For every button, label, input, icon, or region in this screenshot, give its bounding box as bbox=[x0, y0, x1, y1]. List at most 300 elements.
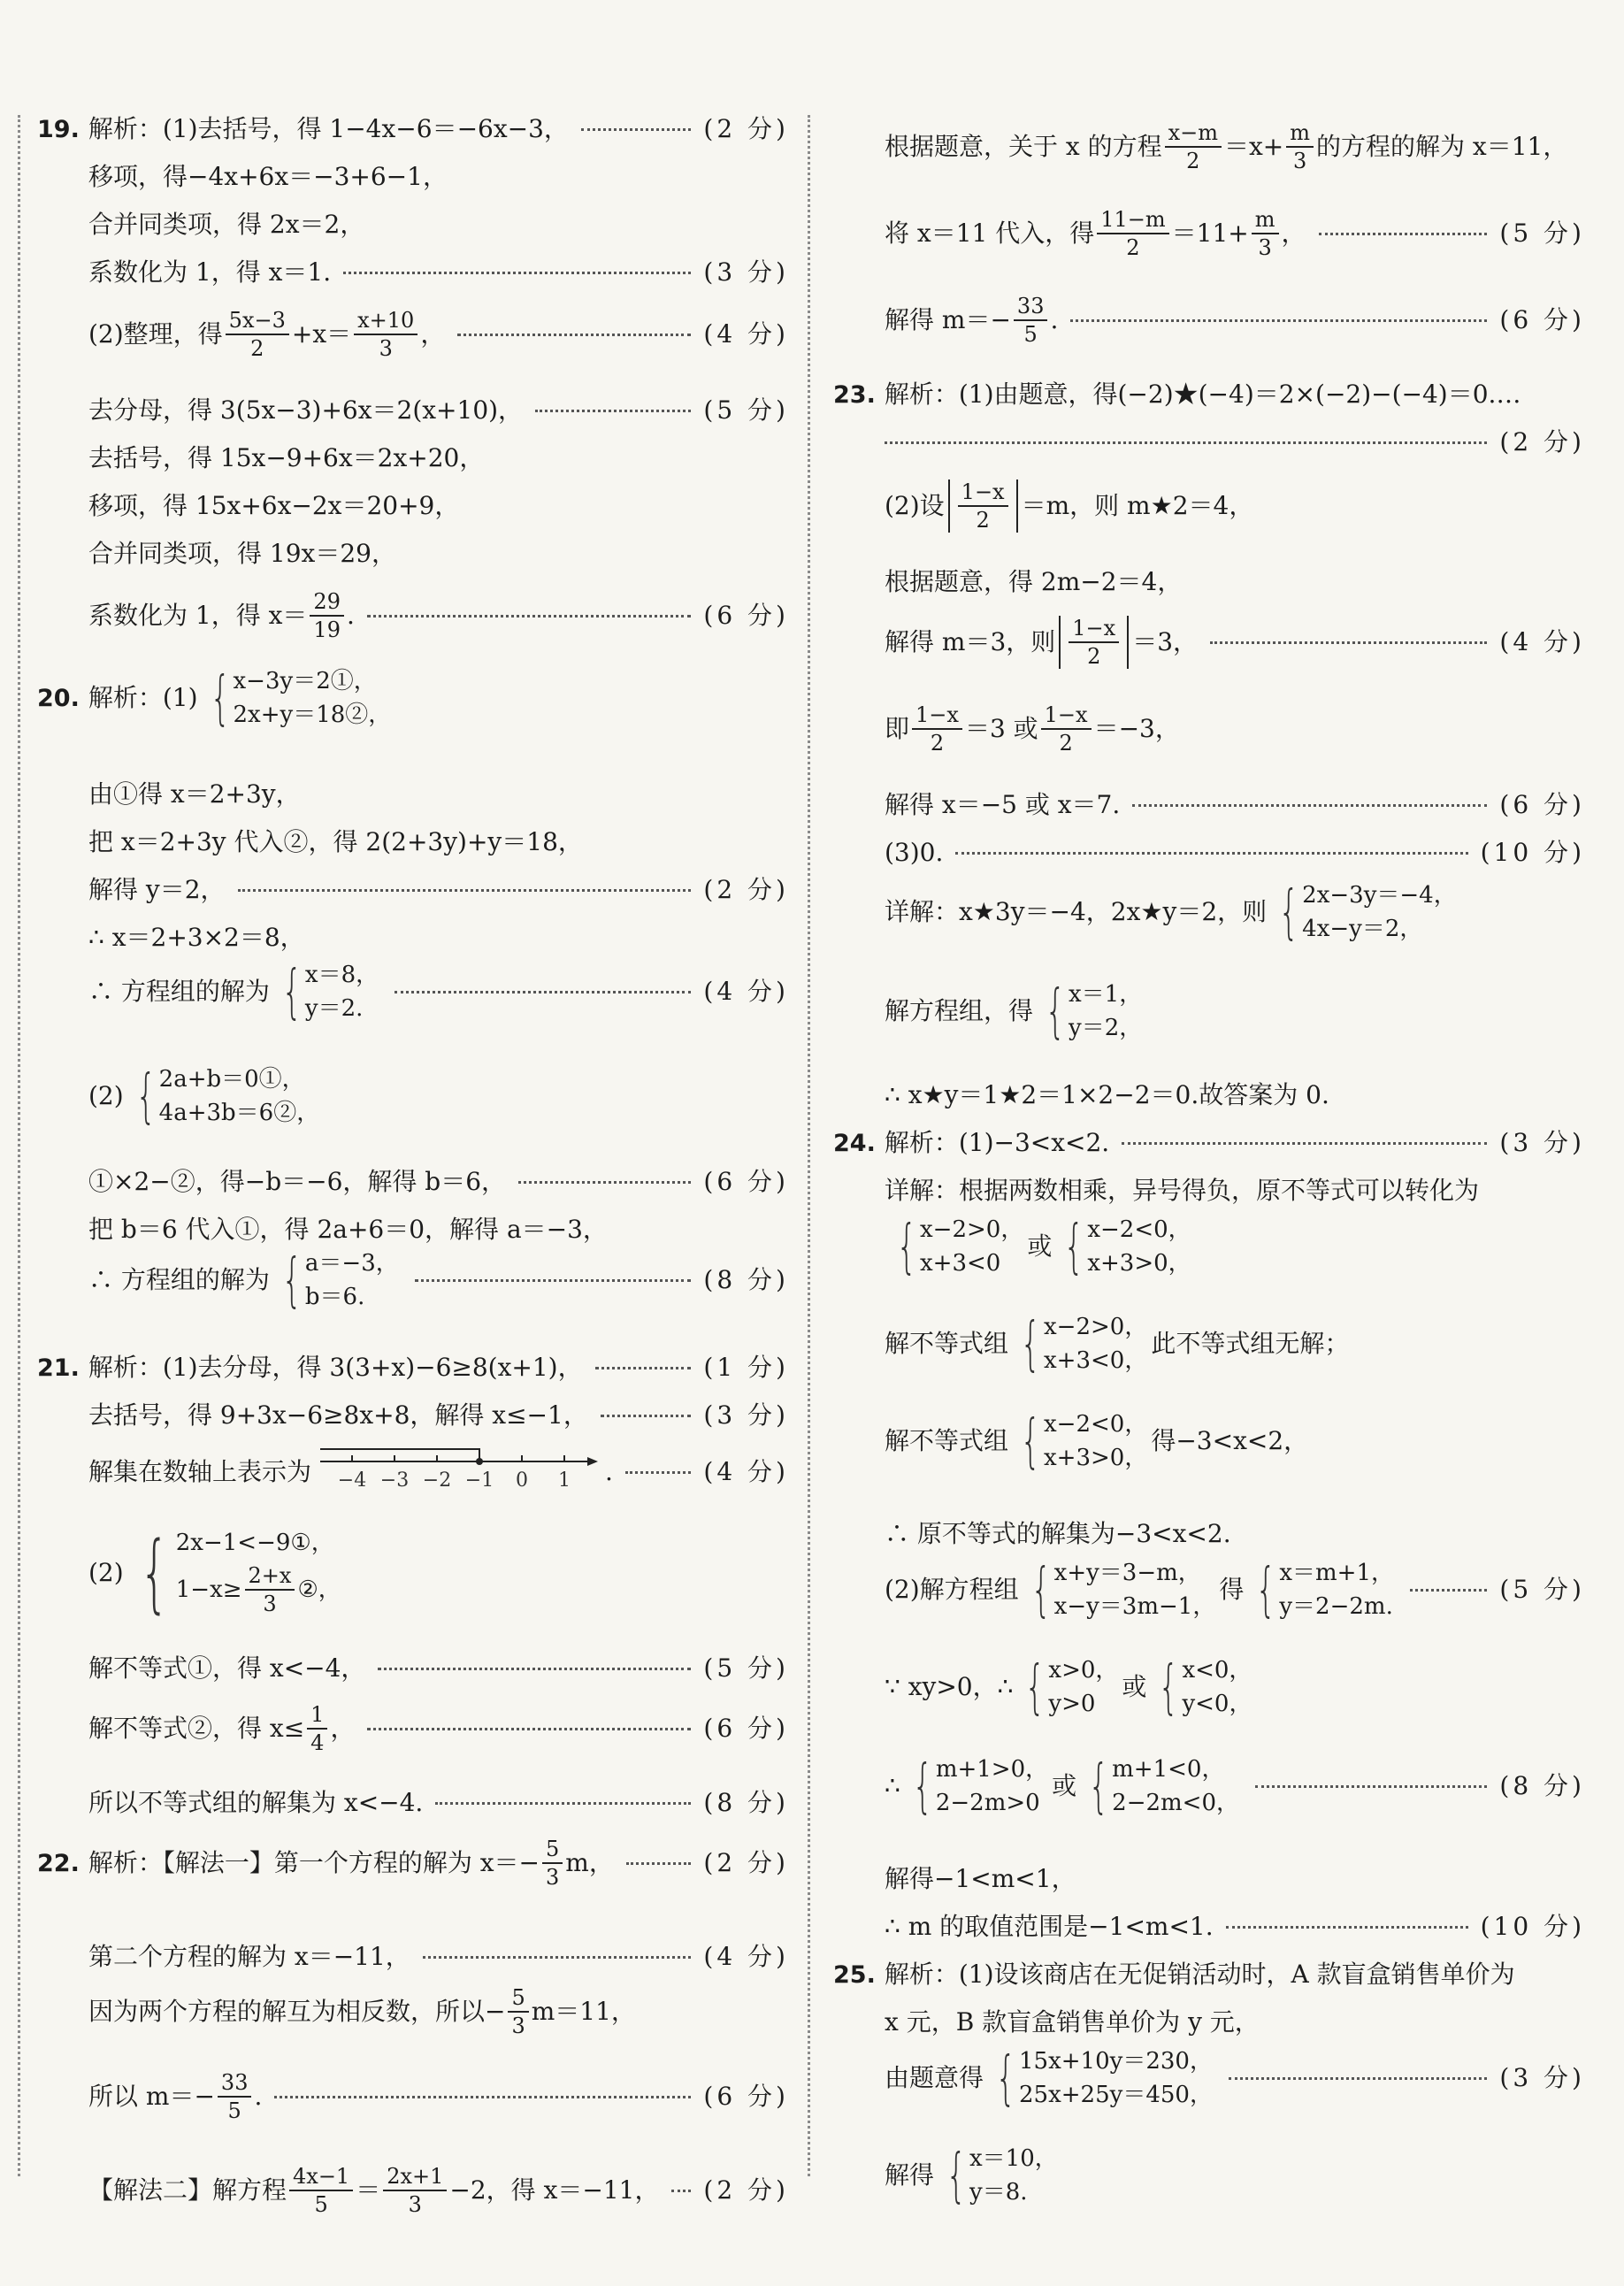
text: 解析：(1)−3<x<2. bbox=[884, 1128, 1110, 1157]
dot-leader bbox=[626, 1862, 692, 1865]
q21-number: 21. bbox=[37, 1354, 80, 1382]
inequality-system bbox=[1080, 1752, 1240, 1820]
text: ∴ 方程组的解为 bbox=[88, 977, 270, 1006]
score: (6 分) bbox=[703, 1714, 789, 1743]
inequality-system bbox=[1012, 1407, 1148, 1475]
q23-line-5 bbox=[833, 704, 1585, 754]
brace-icon: { bbox=[281, 1246, 303, 1314]
numerator: 11−m bbox=[1097, 209, 1168, 234]
arrow-icon bbox=[587, 1457, 598, 1466]
row: 2−2m>0 bbox=[935, 1790, 1040, 1816]
score: (10 分) bbox=[1480, 1912, 1585, 1941]
text: 移项，得 15x+6x−2x＝20+9， bbox=[88, 491, 460, 520]
q22-cont-line-2 bbox=[833, 209, 1585, 258]
brace-icon: { bbox=[1255, 1555, 1276, 1623]
text: ∴ 方程组的解为 bbox=[88, 1265, 270, 1294]
dot-leader bbox=[415, 1279, 692, 1282]
score: (3 分) bbox=[703, 1400, 789, 1430]
row: b＝6. bbox=[304, 1284, 365, 1310]
fraction bbox=[289, 2166, 353, 2215]
fraction bbox=[1014, 295, 1048, 345]
row: x＝m+1， bbox=[1279, 1560, 1395, 1586]
text: (2)整理，得 bbox=[88, 319, 223, 349]
text: ， bbox=[330, 1714, 356, 1743]
row: 4a+3b＝6②， bbox=[158, 1100, 320, 1126]
text: 解得 bbox=[885, 2160, 935, 2190]
text: 得 bbox=[1219, 1575, 1245, 1604]
text: 解不等式组 bbox=[885, 1426, 1009, 1455]
row: 15x+10y＝230， bbox=[1019, 2048, 1213, 2075]
brace-icon: { bbox=[995, 2044, 1016, 2112]
text: 解不等式②，得 x≤ bbox=[88, 1714, 305, 1743]
text: 详解：根据两数相乘，异号得负，原不等式可以转化为 bbox=[885, 1176, 1480, 1205]
numerator: 1−x bbox=[912, 704, 962, 730]
q24-line-10 bbox=[833, 1864, 1585, 1893]
denominator: 2 bbox=[1186, 149, 1200, 173]
fraction bbox=[383, 2166, 447, 2215]
tick-label: 1 bbox=[558, 1469, 571, 1492]
text: 解析：(1)去分母，得 3(3+x)−6≥8(x+1)， bbox=[88, 1353, 583, 1382]
dot-leader bbox=[625, 1471, 692, 1474]
dot-leader bbox=[1070, 319, 1487, 322]
text: 移项，得−4x+6x＝−3+6−1， bbox=[88, 162, 448, 191]
row: y<0， bbox=[1182, 1691, 1252, 1717]
number-line bbox=[317, 1446, 600, 1499]
brace-icon: { bbox=[139, 1523, 170, 1622]
score: (3 分) bbox=[1499, 1128, 1585, 1157]
q22-line-1 bbox=[37, 1838, 789, 1888]
row: x−2>0， bbox=[920, 1216, 1024, 1243]
numerator: 2x+1 bbox=[383, 2166, 447, 2191]
q24-number: 24. bbox=[833, 1129, 876, 1157]
dot-leader bbox=[1410, 1589, 1487, 1592]
text: (2)解方程组 bbox=[885, 1575, 1019, 1604]
q23-line-1 bbox=[833, 382, 1585, 407]
tick-label: −1 bbox=[464, 1469, 494, 1492]
text: (2)设 bbox=[885, 491, 945, 520]
dot-leader bbox=[1226, 1926, 1468, 1929]
equation-system bbox=[1247, 1555, 1395, 1623]
dot-leader bbox=[535, 410, 691, 412]
q19-line-1 bbox=[37, 114, 789, 143]
text: ①×2−②，得−b＝−6，解得 b＝6， bbox=[88, 1167, 507, 1196]
text: ， bbox=[1281, 219, 1306, 248]
score: (2 分) bbox=[703, 2175, 789, 2205]
row: x>0， bbox=[1048, 1657, 1119, 1684]
text: ＝3， bbox=[1132, 627, 1199, 656]
q20-line-5 bbox=[37, 925, 789, 950]
dot-leader bbox=[955, 852, 1467, 855]
brace-icon: { bbox=[1020, 1309, 1041, 1377]
text: ∴ x★y＝1★2＝1×2−2＝0.故答案为 0. bbox=[885, 1080, 1329, 1109]
row: 2−2m<0， bbox=[1112, 1790, 1240, 1816]
fraction bbox=[307, 1704, 327, 1753]
numerator: x−m bbox=[1165, 122, 1222, 148]
inequality-system bbox=[1016, 1653, 1119, 1721]
q23-number: 23. bbox=[833, 380, 876, 409]
text: 由①得 x＝2+3y， bbox=[88, 779, 301, 809]
tick-label: −3 bbox=[379, 1469, 410, 1492]
text: 得−3<x<2， bbox=[1151, 1426, 1309, 1455]
text: 把 x＝2+3y 代入②，得 2(2+3y)+y＝18， bbox=[88, 827, 583, 856]
numerator: 33 bbox=[1014, 295, 1048, 321]
row: 2x+y＝18②， bbox=[233, 702, 392, 728]
row: x＝1， bbox=[1069, 981, 1143, 1008]
equation-system bbox=[273, 1246, 399, 1314]
text: 系数化为 1，得 x＝ bbox=[88, 601, 308, 630]
score: (8 分) bbox=[1499, 1771, 1585, 1800]
text: ＝11+ bbox=[1171, 219, 1249, 248]
q21-line-4 bbox=[37, 1523, 789, 1622]
text: +x＝ bbox=[291, 319, 352, 349]
q23-line-10 bbox=[833, 1080, 1585, 1109]
denominator: 3 bbox=[408, 2192, 422, 2217]
score: (4 分) bbox=[1499, 627, 1585, 656]
equation-system bbox=[938, 2141, 1058, 2209]
q20-line-6 bbox=[37, 957, 789, 1025]
row: 2x−3y＝−4， bbox=[1302, 882, 1457, 909]
tick-label: 0 bbox=[516, 1469, 529, 1492]
text: 由题意得 bbox=[885, 2063, 984, 2092]
score: (6 分) bbox=[703, 2082, 789, 2111]
brace-icon: { bbox=[1158, 1653, 1179, 1721]
dot-leader bbox=[343, 272, 691, 274]
row: y＝8. bbox=[969, 2179, 1028, 2205]
q23-line-2 bbox=[833, 479, 1585, 533]
q24-line-5 bbox=[833, 1407, 1585, 1475]
dot-leader bbox=[274, 2096, 691, 2098]
numerator: m bbox=[1252, 209, 1279, 234]
q24-line-9 bbox=[833, 1752, 1585, 1820]
row: x+3<0 bbox=[920, 1250, 1001, 1277]
numerator: 29 bbox=[310, 591, 344, 617]
fraction bbox=[958, 481, 1008, 531]
score: (8 分) bbox=[703, 1788, 789, 1817]
text: 去括号，得 15x−9+6x＝2x+20， bbox=[88, 443, 485, 472]
q20-line-4 bbox=[37, 875, 789, 904]
inequality-system bbox=[888, 1212, 1024, 1280]
text: ∴ bbox=[885, 1771, 900, 1800]
brace-icon: { bbox=[1278, 878, 1299, 946]
row: 2x−1<−9①， bbox=[175, 1530, 334, 1556]
text: . bbox=[254, 2082, 263, 2111]
text: 解得 m＝− bbox=[885, 305, 1011, 334]
text: 系数化为 1，得 x＝1. bbox=[88, 257, 332, 287]
text: −2，得 x＝−11， bbox=[449, 2175, 660, 2205]
fraction bbox=[508, 1987, 528, 2037]
q19-line-8 bbox=[37, 491, 789, 520]
q19-text: 解析：(1)去括号，得 1−4x−6＝−6x−3， bbox=[88, 114, 569, 143]
q25-line-1 bbox=[833, 1962, 1585, 1987]
text: . bbox=[605, 1457, 613, 1486]
score: (6 分) bbox=[703, 601, 789, 630]
score: (2 分) bbox=[703, 1848, 789, 1877]
q24-line-2 bbox=[833, 1178, 1585, 1203]
q23-line-1b bbox=[833, 427, 1585, 456]
row: 25x+25y＝450， bbox=[1019, 2082, 1213, 2108]
fraction bbox=[1069, 618, 1119, 667]
q22-cont-line-1 bbox=[833, 122, 1585, 172]
numerator: 5x−3 bbox=[226, 310, 289, 335]
fraction bbox=[310, 591, 344, 641]
q23-line-9 bbox=[833, 977, 1585, 1045]
q19-line-6 bbox=[37, 395, 789, 425]
equation-system bbox=[273, 957, 379, 1025]
brace-icon: { bbox=[896, 1212, 917, 1280]
text: ， bbox=[420, 319, 446, 349]
brace-icon: { bbox=[1063, 1212, 1084, 1280]
q21-line-2 bbox=[37, 1400, 789, 1430]
q20-line-8 bbox=[37, 1167, 789, 1196]
text: 因为两个方程的解互为相反数，所以− bbox=[88, 1997, 506, 2026]
equation-system bbox=[127, 1062, 320, 1130]
score: (4 分) bbox=[703, 319, 789, 349]
dot-leader bbox=[457, 334, 691, 336]
text: (2) bbox=[88, 1081, 124, 1110]
dot-leader bbox=[595, 1367, 692, 1369]
numerator: 1−x bbox=[958, 481, 1008, 507]
text: . bbox=[346, 601, 355, 630]
score: (4 分) bbox=[703, 1942, 789, 1971]
score: (4 分) bbox=[703, 977, 789, 1006]
dot-leader bbox=[435, 1802, 691, 1805]
text: 即 bbox=[885, 714, 910, 743]
text: m＝11， bbox=[531, 1997, 636, 2026]
fraction bbox=[1286, 122, 1314, 172]
row: x＝8， bbox=[304, 962, 379, 988]
brace-icon: { bbox=[1024, 1653, 1046, 1721]
text: 或 bbox=[1027, 1231, 1053, 1261]
score: (10 分) bbox=[1480, 838, 1585, 867]
dot-leader bbox=[671, 2190, 691, 2192]
row: x−3y＝2①， bbox=[233, 668, 377, 694]
denominator: 2 bbox=[1087, 644, 1101, 669]
inequality-system bbox=[1012, 1309, 1148, 1377]
text: 解析：(1)设该商店在无促销活动时，A 款盲盒销售单价为 bbox=[884, 1960, 1515, 1989]
absolute-value bbox=[948, 479, 1018, 533]
text: ＝x+ bbox=[1224, 132, 1284, 161]
fraction bbox=[1252, 209, 1279, 258]
row: x−2<0， bbox=[1044, 1411, 1148, 1438]
q25-line-4 bbox=[833, 2141, 1585, 2209]
row: x−y＝3m−1， bbox=[1053, 1593, 1216, 1620]
equation-system bbox=[1037, 977, 1143, 1045]
brace-icon: { bbox=[135, 1062, 157, 1130]
text: 解析：(1) bbox=[88, 683, 198, 712]
fraction bbox=[354, 310, 417, 359]
equation-system bbox=[1023, 1555, 1216, 1623]
numerator: 1−x bbox=[1041, 704, 1092, 730]
text: 将 x＝11 代入，得 bbox=[885, 219, 1095, 248]
score: (3 分) bbox=[1499, 2063, 1585, 2092]
q25-number: 25. bbox=[833, 1960, 876, 1989]
q22-line-5 bbox=[37, 2166, 789, 2215]
q21-line-3 bbox=[37, 1446, 789, 1499]
row bbox=[176, 1565, 341, 1615]
numerator: m bbox=[1286, 122, 1314, 148]
q20-line-3 bbox=[37, 827, 789, 856]
q22-line-3 bbox=[37, 1987, 789, 2037]
q19-line-5 bbox=[37, 310, 789, 359]
tick-label: −2 bbox=[422, 1469, 452, 1492]
text: 根据题意，关于 x 的方程 bbox=[885, 132, 1162, 161]
brace-icon: { bbox=[946, 2141, 967, 2209]
text: 所以 m＝− bbox=[88, 2082, 215, 2111]
inequality-system bbox=[1055, 1212, 1191, 1280]
dot-leader bbox=[518, 1181, 691, 1184]
q20-line-9 bbox=[37, 1217, 789, 1242]
numerator: 2+x bbox=[245, 1565, 295, 1591]
dot-leader bbox=[1255, 1785, 1487, 1788]
text: 去分母，得 3(5x−3)+6x＝2(x+10)， bbox=[88, 395, 524, 425]
numerator: 5 bbox=[508, 1987, 528, 2013]
q24-line-7 bbox=[833, 1555, 1585, 1623]
text: 根据题意，得 2m−2＝4， bbox=[885, 567, 1183, 596]
score: (3 分) bbox=[703, 257, 789, 287]
denominator: 3 bbox=[379, 336, 393, 361]
score: (2 分) bbox=[703, 875, 789, 904]
denominator: 5 bbox=[314, 2192, 328, 2217]
text: 第二个方程的解为 x＝−11， bbox=[88, 1942, 410, 1971]
text: 的方程的解为 x＝11， bbox=[1316, 132, 1568, 161]
score: (6 分) bbox=[1499, 790, 1585, 819]
fraction bbox=[218, 2072, 252, 2121]
text: 去括号，得 9+3x−6≥8x+8，解得 x≤−1， bbox=[88, 1400, 588, 1430]
score: (8 分) bbox=[703, 1265, 789, 1294]
row: x＝10， bbox=[969, 2145, 1058, 2172]
q19-line-4 bbox=[37, 257, 789, 287]
inequality-system bbox=[127, 1523, 341, 1622]
q20-line-2 bbox=[37, 779, 789, 809]
row: x+3<0， bbox=[1044, 1347, 1148, 1374]
text: 解析：(1)由题意，得(−2)★(−4)＝2×(−2)−(−4)＝0.… bbox=[884, 380, 1521, 409]
denominator: 3 bbox=[1258, 235, 1272, 260]
text: 解析：【解法一】第一个方程的解为 x＝− bbox=[88, 1848, 540, 1877]
numerator: 1 bbox=[307, 1704, 327, 1730]
score: (5 分) bbox=[703, 1653, 789, 1683]
row: y>0 bbox=[1048, 1691, 1096, 1717]
brace-icon: { bbox=[1045, 977, 1066, 1045]
text: ∴ x＝2+3×2＝8， bbox=[88, 923, 305, 952]
inequality-system bbox=[904, 1752, 1049, 1820]
text: ＝3 或 bbox=[964, 714, 1038, 743]
numerator: 4x−1 bbox=[289, 2166, 353, 2191]
text: 解得 y＝2， bbox=[88, 875, 226, 904]
numerator: 1−x bbox=[1069, 618, 1119, 643]
left-column bbox=[37, 106, 789, 2233]
q21-line-1 bbox=[37, 1355, 789, 1380]
tick-label: −4 bbox=[337, 1469, 367, 1492]
text: 解方程组，得 bbox=[885, 996, 1034, 1025]
q19-line-7 bbox=[37, 443, 789, 472]
absolute-value bbox=[1059, 616, 1129, 669]
fraction bbox=[1165, 122, 1222, 172]
fraction bbox=[542, 1838, 563, 1888]
q22-number: 22. bbox=[37, 1849, 80, 1877]
fraction bbox=[1041, 704, 1092, 754]
q24-line-4 bbox=[833, 1309, 1585, 1377]
fraction bbox=[1097, 209, 1168, 258]
q25-line-2 bbox=[833, 2007, 1585, 2037]
dot-leader bbox=[1132, 804, 1487, 807]
fraction bbox=[226, 310, 289, 359]
row: x−2<0， bbox=[1087, 1216, 1191, 1243]
column-divider bbox=[808, 115, 810, 2176]
score: (1 分) bbox=[703, 1353, 789, 1382]
denominator: 3 bbox=[511, 2014, 525, 2038]
dot-leader bbox=[1210, 641, 1487, 644]
q20-line-10 bbox=[37, 1246, 789, 1314]
row: m+1>0， bbox=[935, 1756, 1049, 1783]
dot-leader bbox=[1319, 233, 1488, 235]
dot-leader bbox=[367, 615, 692, 618]
row: 2a+b＝0①， bbox=[158, 1066, 305, 1093]
q21-line-5 bbox=[37, 1653, 789, 1683]
brace-icon: { bbox=[281, 957, 303, 1025]
text: 解集在数轴上表示为 bbox=[88, 1457, 312, 1486]
score: (2 分) bbox=[1499, 427, 1585, 456]
text: 解得 m＝3，则 bbox=[885, 627, 1056, 656]
brace-icon: { bbox=[1088, 1752, 1109, 1820]
q24-line-6 bbox=[833, 1519, 1585, 1548]
score: (5 分) bbox=[703, 395, 789, 425]
text: 解不等式①，得 x<−4， bbox=[88, 1653, 366, 1683]
row: a＝−3， bbox=[304, 1250, 399, 1277]
row: m+1<0， bbox=[1112, 1756, 1225, 1783]
denominator: 5 bbox=[1023, 322, 1038, 347]
text: 把 b＝6 代入①，得 2a+6＝0，解得 a＝−3， bbox=[88, 1215, 608, 1244]
denominator: 2 bbox=[250, 336, 264, 361]
brace-icon: { bbox=[209, 664, 231, 732]
row: x+3>0， bbox=[1087, 1250, 1191, 1277]
text: (3)0. bbox=[885, 838, 944, 867]
q25-line-3 bbox=[833, 2044, 1585, 2112]
dot-leader bbox=[395, 991, 691, 993]
brace-icon: { bbox=[912, 1752, 933, 1820]
q20-line-1 bbox=[37, 664, 789, 732]
equation-system bbox=[987, 2044, 1213, 2112]
numerator: x+10 bbox=[354, 310, 417, 335]
denominator: 3 bbox=[546, 1865, 560, 1890]
inequality-system bbox=[1150, 1653, 1252, 1721]
text: ＝ bbox=[356, 2175, 381, 2205]
denominator: 2 bbox=[1059, 731, 1073, 756]
row: 4x−y＝2， bbox=[1302, 916, 1423, 942]
q22-cont-line-3 bbox=[833, 295, 1585, 345]
row: y＝2， bbox=[1069, 1015, 1143, 1041]
dot-leader bbox=[367, 1728, 691, 1730]
row: x−2>0， bbox=[1044, 1314, 1148, 1340]
text: (2) bbox=[88, 1558, 124, 1587]
left-margin-rule bbox=[18, 115, 20, 2176]
text: ＝m，则 m★2＝4， bbox=[1021, 491, 1254, 520]
q24-line-8 bbox=[833, 1653, 1585, 1721]
score: (2 分) bbox=[703, 114, 789, 143]
q20-line-7 bbox=[37, 1062, 789, 1130]
text: 【解法二】解方程 bbox=[88, 2175, 287, 2205]
score: (6 分) bbox=[1499, 305, 1585, 334]
q23-line-3 bbox=[833, 567, 1585, 596]
q22-line-4 bbox=[37, 2072, 789, 2121]
denominator: 2 bbox=[1126, 235, 1140, 260]
score: (4 分) bbox=[703, 1457, 789, 1486]
score: (5 分) bbox=[1499, 1575, 1585, 1604]
q23-line-4 bbox=[833, 616, 1585, 669]
text: 1−x≥ bbox=[175, 1576, 242, 1603]
row: y＝2. bbox=[304, 995, 364, 1022]
fraction bbox=[912, 704, 962, 754]
text: 解得−1<m<1， bbox=[885, 1864, 1076, 1893]
